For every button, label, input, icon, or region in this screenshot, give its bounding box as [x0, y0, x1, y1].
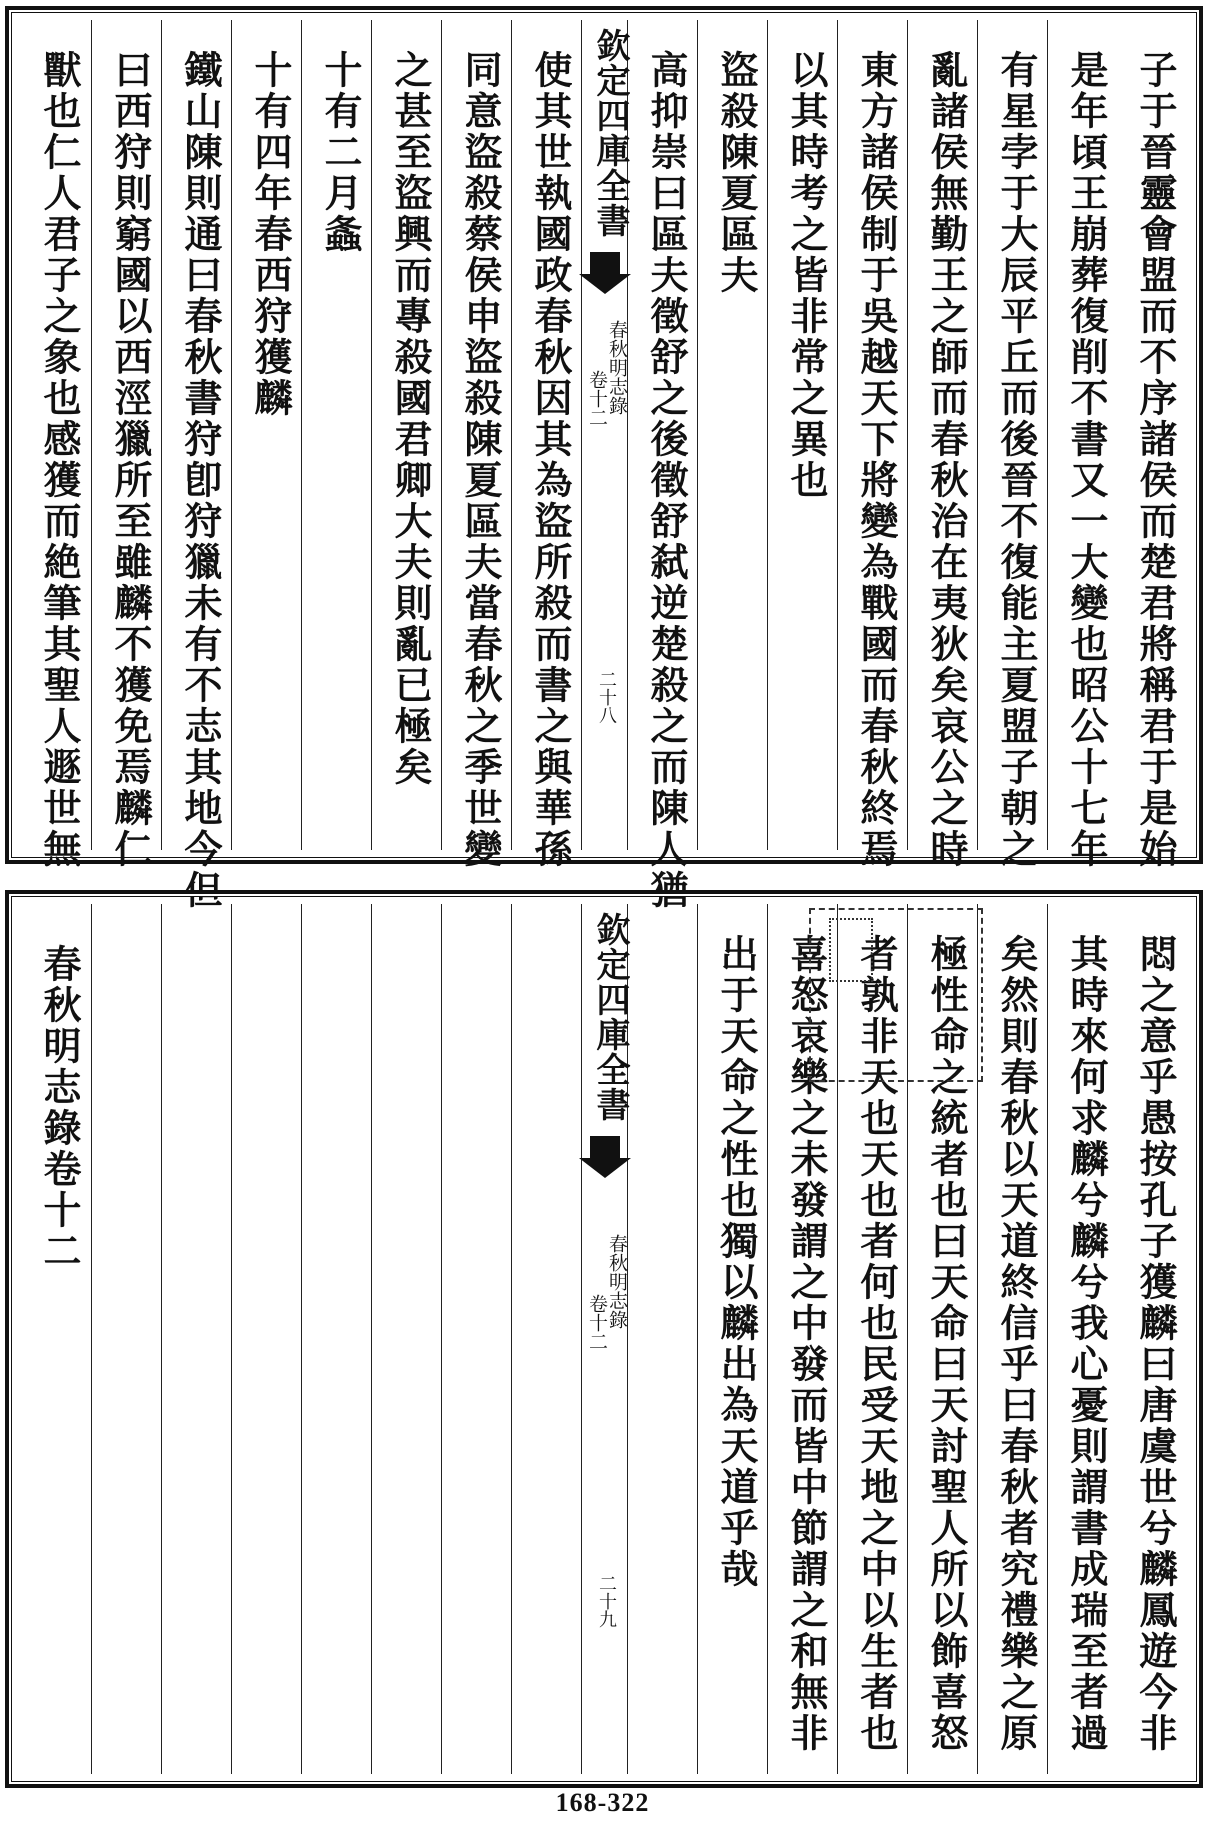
column-text: 曰西狩則窮國以西涇獵所至雖麟不獲免焉麟仁 — [108, 50, 153, 870]
text-column — [977, 20, 1048, 870]
column-text: 以其時考之皆非常之異也 — [784, 50, 829, 501]
column-text: 高抑崇曰區夫徵舒之後徵舒弑逆楚殺之而陳人猶 — [644, 50, 689, 911]
colophon-text: 春秋明志錄卷十二 — [37, 944, 82, 1272]
text-column — [697, 20, 768, 850]
text-column — [161, 904, 232, 1774]
column-text: 是年頃王崩葬復削不書又一大變也昭公十七年 — [1064, 50, 1109, 870]
text-column — [91, 904, 162, 1774]
text-column — [441, 904, 512, 1774]
text-column — [161, 20, 232, 911]
column-text: 出于天命之性也獨以麟出為天道乎哉 — [714, 934, 759, 1590]
page-panel-bottom — [5, 890, 1203, 1788]
fishtail-mark — [590, 252, 620, 274]
text-column — [231, 904, 302, 1774]
gutter-volume: 卷十二 — [586, 370, 608, 427]
text-column — [1047, 20, 1118, 870]
text-column — [907, 20, 978, 870]
text-column — [21, 20, 91, 870]
center-gutter — [581, 904, 628, 1774]
column-text: 獸也仁人君子之象也感獲而絶筆其聖人遯世無 — [37, 50, 82, 870]
text-column — [627, 20, 698, 911]
column-text: 十有四年春西狩獲麟 — [248, 50, 293, 419]
text-column — [441, 20, 512, 870]
center-gutter — [581, 20, 628, 850]
text-column — [511, 20, 582, 870]
column-text: 者孰非天也天也者何也民受天地之中以生者也 — [854, 934, 899, 1754]
column-text: 鐵山陳則通曰春秋書狩卽狩獵未有不志其地今但 — [178, 50, 223, 911]
text-column — [231, 20, 302, 850]
seal-stamp-inner — [829, 918, 873, 982]
text-column — [1117, 904, 1187, 1774]
column-text: 之甚至盜興而專殺國君卿大夫則亂已極矣 — [388, 50, 433, 788]
gutter-title: 欽定四庫全書 — [590, 28, 630, 238]
column-text: 喜怒哀樂之未發謂之中發而皆中節謂之和無非 — [784, 934, 829, 1754]
column-text: 十有二月螽 — [318, 50, 363, 255]
column-text: 有星孛于大辰平丘而後晉不復能主夏盟子朝之 — [994, 50, 1039, 870]
column-text: 亂諸侯無勤王之師而春秋治在夷狄矣哀公之時 — [924, 50, 969, 870]
column-text: 子于晉靈會盟而不序諸侯而楚君將稱君于是始 — [1133, 50, 1178, 870]
text-column — [697, 904, 768, 1774]
text-column — [371, 904, 442, 1774]
text-column — [977, 904, 1048, 1774]
gutter-book-name: 春秋明志錄 — [606, 320, 628, 415]
column-text: 盜殺陳夏區夫 — [714, 50, 759, 296]
text-column — [371, 20, 442, 850]
column-text: 其時來何求麟兮麟兮我心憂則謂書成瑞至者過 — [1064, 934, 1109, 1754]
gutter-page-number: 二十九 — [596, 1574, 617, 1628]
text-column — [511, 904, 582, 1774]
text-column — [301, 20, 372, 850]
text-column — [1047, 904, 1118, 1774]
page-panel-top — [5, 6, 1203, 911]
text-column — [837, 20, 908, 870]
text-column — [1117, 20, 1187, 870]
gutter-volume: 卷十二 — [586, 1294, 608, 1351]
column-text: 極性命之統者也曰天命曰天討聖人所以飾喜怒 — [924, 934, 969, 1754]
page-footer-number: 168-322 — [555, 1788, 650, 1817]
fishtail-mark — [590, 1136, 620, 1158]
column-text: 東方諸侯制于吳越天下將變為戰國而春秋終焉 — [854, 50, 899, 870]
column-text: 矣然則春秋以天道終信乎曰春秋者究禮樂之原 — [994, 934, 1039, 1754]
column-text: 同意盜殺蔡侯申盜殺陳夏區夫當春秋之季世變 — [458, 50, 503, 870]
column-text: 使其世執國政春秋因其為盜所殺而書之與華孫 — [528, 50, 573, 870]
text-column — [91, 20, 162, 870]
text-column — [627, 904, 698, 1774]
text-column — [767, 20, 838, 850]
column-text: 悶之意乎愚按孔子獲麟曰唐虞世兮麟鳳遊今非 — [1133, 934, 1178, 1754]
gutter-page-number: 二十八 — [596, 670, 617, 724]
text-column — [301, 904, 372, 1774]
gutter-book-name: 春秋明志錄 — [606, 1234, 628, 1329]
gutter-title: 欽定四庫全書 — [590, 912, 630, 1122]
text-column-colophon — [21, 904, 91, 1774]
